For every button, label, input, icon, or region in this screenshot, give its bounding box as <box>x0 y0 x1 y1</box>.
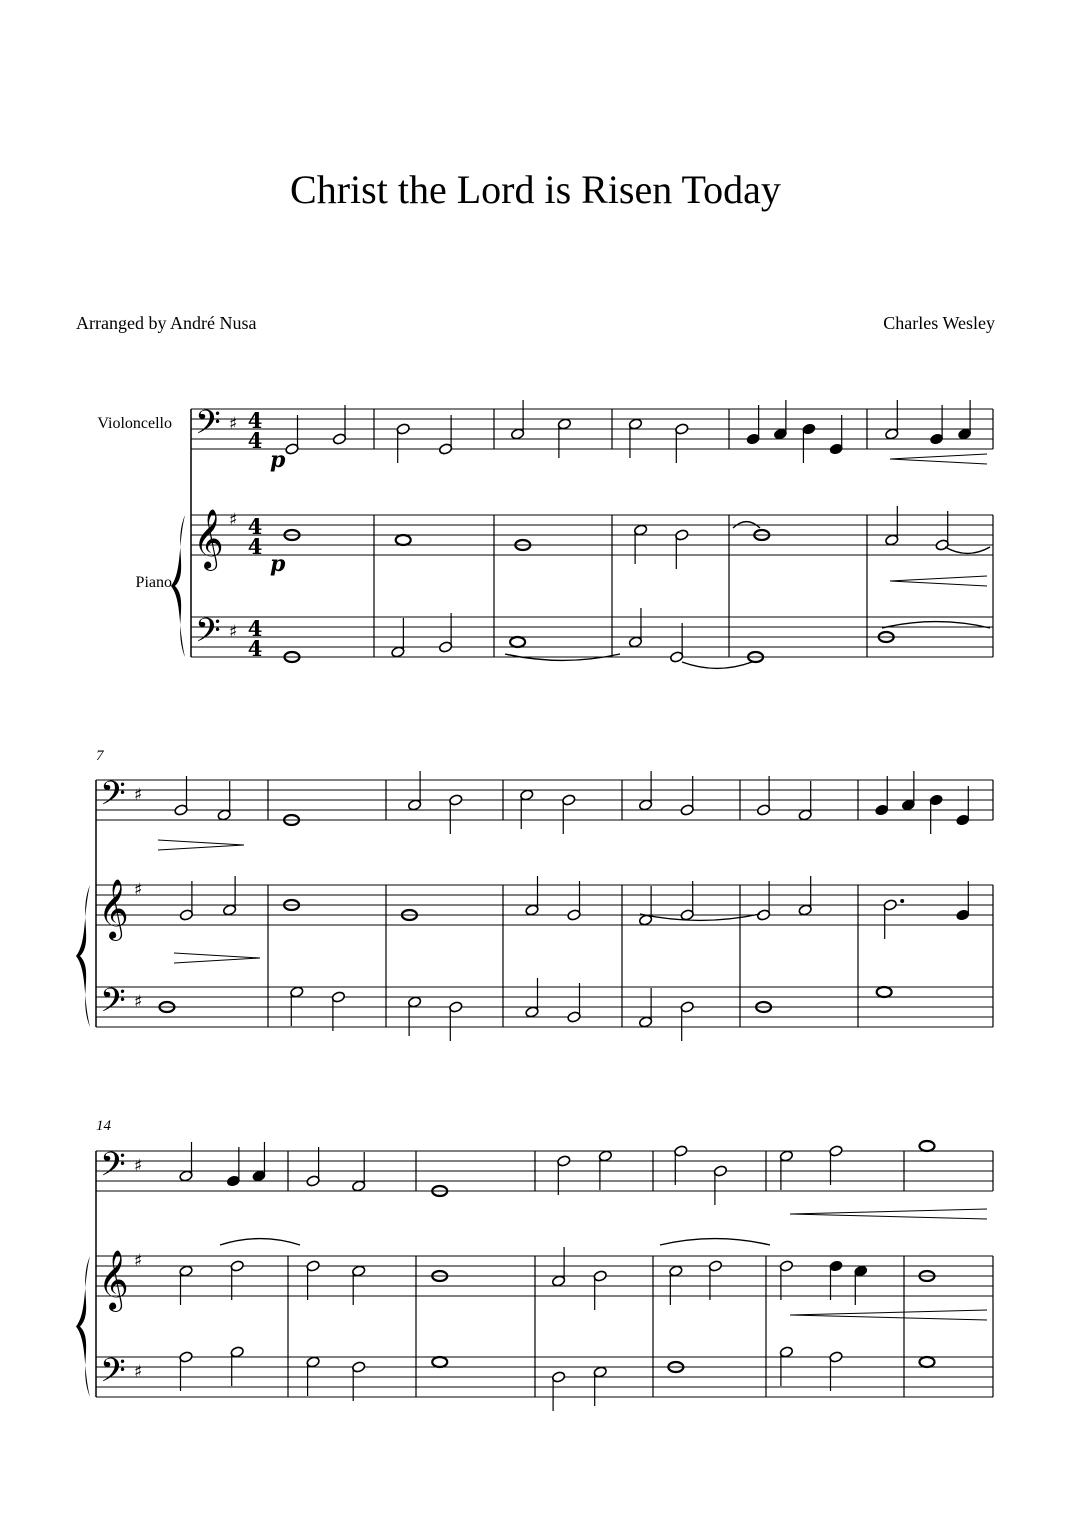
cello-note <box>829 1145 843 1185</box>
cello-note <box>252 1142 266 1182</box>
pl-note <box>567 983 581 1023</box>
key-signature-sharp: ♯ <box>134 1251 143 1271</box>
pr-note <box>525 876 539 916</box>
pr-note <box>680 881 694 921</box>
cello-note <box>920 1141 935 1151</box>
pr-note <box>230 1260 244 1300</box>
piano-instrument-label: Piano <box>135 574 172 591</box>
cello-note <box>510 400 524 440</box>
piano-bass-staff <box>191 617 993 657</box>
cello-note <box>285 415 299 455</box>
measure-number-7: 7 <box>96 748 104 764</box>
pr-note <box>633 524 647 564</box>
cello-note <box>901 771 915 811</box>
cello-note <box>675 423 689 463</box>
pl-note <box>877 987 892 997</box>
cello-note <box>628 418 642 458</box>
cello-note <box>875 776 889 816</box>
cello-note <box>174 776 188 816</box>
treble-clef-icon: 𝄞 <box>98 879 129 939</box>
cello-note <box>306 1147 320 1187</box>
bass-clef-icon: 𝄢 <box>100 1146 126 1192</box>
bass-clef-icon: 𝄢 <box>100 775 126 821</box>
pl-note <box>432 1357 447 1367</box>
measure-number-14: 14 <box>96 1118 111 1134</box>
treble-clef-icon: 𝄞 <box>193 509 224 569</box>
pr-note <box>179 1265 193 1305</box>
key-signature-sharp: ♯ <box>229 510 238 530</box>
cello-note <box>332 405 346 445</box>
page-title: Christ the Lord is Risen Today <box>290 167 781 212</box>
bass-clef-icon: 𝄢 <box>195 404 221 450</box>
cello-note <box>598 1150 612 1190</box>
pl-note <box>829 1351 843 1391</box>
pr-note <box>935 511 949 551</box>
treble-clef-icon: 𝄞 <box>98 1250 129 1310</box>
piano-bass-staff <box>96 1357 993 1397</box>
cello-note <box>798 781 812 821</box>
cello-note <box>885 400 899 440</box>
crescendo-hairpin <box>790 1310 987 1320</box>
pr-note <box>779 1260 793 1300</box>
cello-note <box>802 423 816 463</box>
piano-brace <box>171 515 185 657</box>
cello-note <box>957 400 971 440</box>
composer-credit: Charles Wesley <box>883 313 995 333</box>
pl-note <box>230 1346 244 1386</box>
pr-note <box>854 1265 868 1305</box>
pr-note <box>306 1260 320 1300</box>
cello-note <box>557 1155 571 1195</box>
pl-note <box>551 1371 565 1411</box>
key-signature-sharp: ♯ <box>134 880 143 900</box>
tie <box>660 1239 770 1245</box>
cello-note <box>756 776 770 816</box>
decrescendo-hairpin <box>158 840 244 850</box>
dynamic-piano-piano: p <box>270 551 286 577</box>
crescendo-hairpin <box>890 576 987 586</box>
cello-note <box>396 423 410 463</box>
tie <box>945 547 990 553</box>
bass-clef-icon: 𝄢 <box>100 1352 126 1398</box>
pr-note <box>638 886 652 926</box>
cello-note <box>779 1150 793 1190</box>
cello-note <box>746 405 760 445</box>
pr-note <box>756 881 770 921</box>
pr-note <box>885 506 899 546</box>
key-signature-sharp: ♯ <box>229 622 238 642</box>
pl-note <box>290 986 304 1026</box>
cello-note <box>217 781 231 821</box>
piano-brace <box>76 885 90 1027</box>
time-signature-top: 4 <box>247 514 263 539</box>
pr-note <box>829 1260 843 1300</box>
cello-note <box>438 415 452 455</box>
piano-treble-staff <box>96 1256 993 1296</box>
pr-note <box>956 881 970 921</box>
arranger-credit: Arranged by André Nusa <box>76 313 257 333</box>
cello-note <box>929 794 943 834</box>
cello-note <box>674 1145 688 1185</box>
time-signature-top: 4 <box>247 408 263 433</box>
cello-note <box>449 794 463 834</box>
pl-note <box>438 613 452 653</box>
cello-note <box>773 400 787 440</box>
time-signature-bottom: 4 <box>247 534 263 559</box>
pr-note <box>222 876 236 916</box>
pl-note <box>407 996 421 1036</box>
dynamic-piano-cello: p <box>270 447 286 473</box>
pr-note <box>798 876 812 916</box>
cello-note <box>680 776 694 816</box>
pl-note <box>331 991 345 1031</box>
decrescendo-hairpin <box>174 953 260 963</box>
pl-note <box>638 988 652 1028</box>
pl-note <box>779 1346 793 1386</box>
pr-note <box>179 881 193 921</box>
cello-note <box>407 771 421 811</box>
cello-staff <box>191 409 993 449</box>
tie <box>682 662 752 668</box>
pr-note <box>551 1247 565 1287</box>
pr-note <box>352 1265 366 1305</box>
pl-note <box>525 978 539 1018</box>
cello-note <box>557 418 571 458</box>
pl-note <box>680 1001 694 1041</box>
pl-note <box>510 637 525 647</box>
cello-note <box>352 1152 366 1192</box>
pl-note <box>306 1356 320 1396</box>
pl-note <box>352 1361 366 1401</box>
piano-treble-staff <box>191 515 993 555</box>
piano-brace <box>76 1256 90 1397</box>
pr-note <box>593 1270 607 1310</box>
key-signature-sharp: ♯ <box>134 1362 143 1382</box>
cello-note <box>562 794 576 834</box>
cello-note <box>520 789 534 829</box>
pl-note <box>449 1001 463 1041</box>
time-signature-top: 4 <box>247 616 263 641</box>
pl-note <box>628 608 642 648</box>
cello-note <box>638 771 652 811</box>
pr-note <box>675 529 689 569</box>
pr-note <box>396 535 411 545</box>
cello-note <box>179 1142 193 1182</box>
crescendo-hairpin <box>790 1209 987 1219</box>
bass-clef-icon: 𝄢 <box>195 612 221 658</box>
pl-note <box>179 1351 193 1391</box>
pl-note <box>670 623 684 663</box>
cello-note <box>226 1147 240 1187</box>
time-signature-bottom: 4 <box>247 636 263 661</box>
pr-note <box>708 1260 722 1300</box>
cello-note <box>829 415 843 455</box>
pl-note <box>920 1357 935 1367</box>
cello-note <box>929 405 943 445</box>
pl-note <box>391 618 405 658</box>
cello-note <box>956 786 970 826</box>
time-signature-bottom: 4 <box>247 428 263 453</box>
pl-note <box>593 1366 607 1406</box>
key-signature-sharp: ♯ <box>134 1156 143 1176</box>
cello-note <box>713 1165 727 1205</box>
tie <box>220 1239 300 1245</box>
bass-clef-icon: 𝄢 <box>100 982 126 1028</box>
crescendo-hairpin <box>890 454 987 464</box>
key-signature-sharp: ♯ <box>134 992 143 1012</box>
cello-instrument-label: Violoncello <box>97 415 172 432</box>
key-signature-sharp: ♯ <box>134 785 143 805</box>
pr-note <box>669 1265 683 1305</box>
pr-note <box>567 881 581 921</box>
key-signature-sharp: ♯ <box>229 414 238 434</box>
